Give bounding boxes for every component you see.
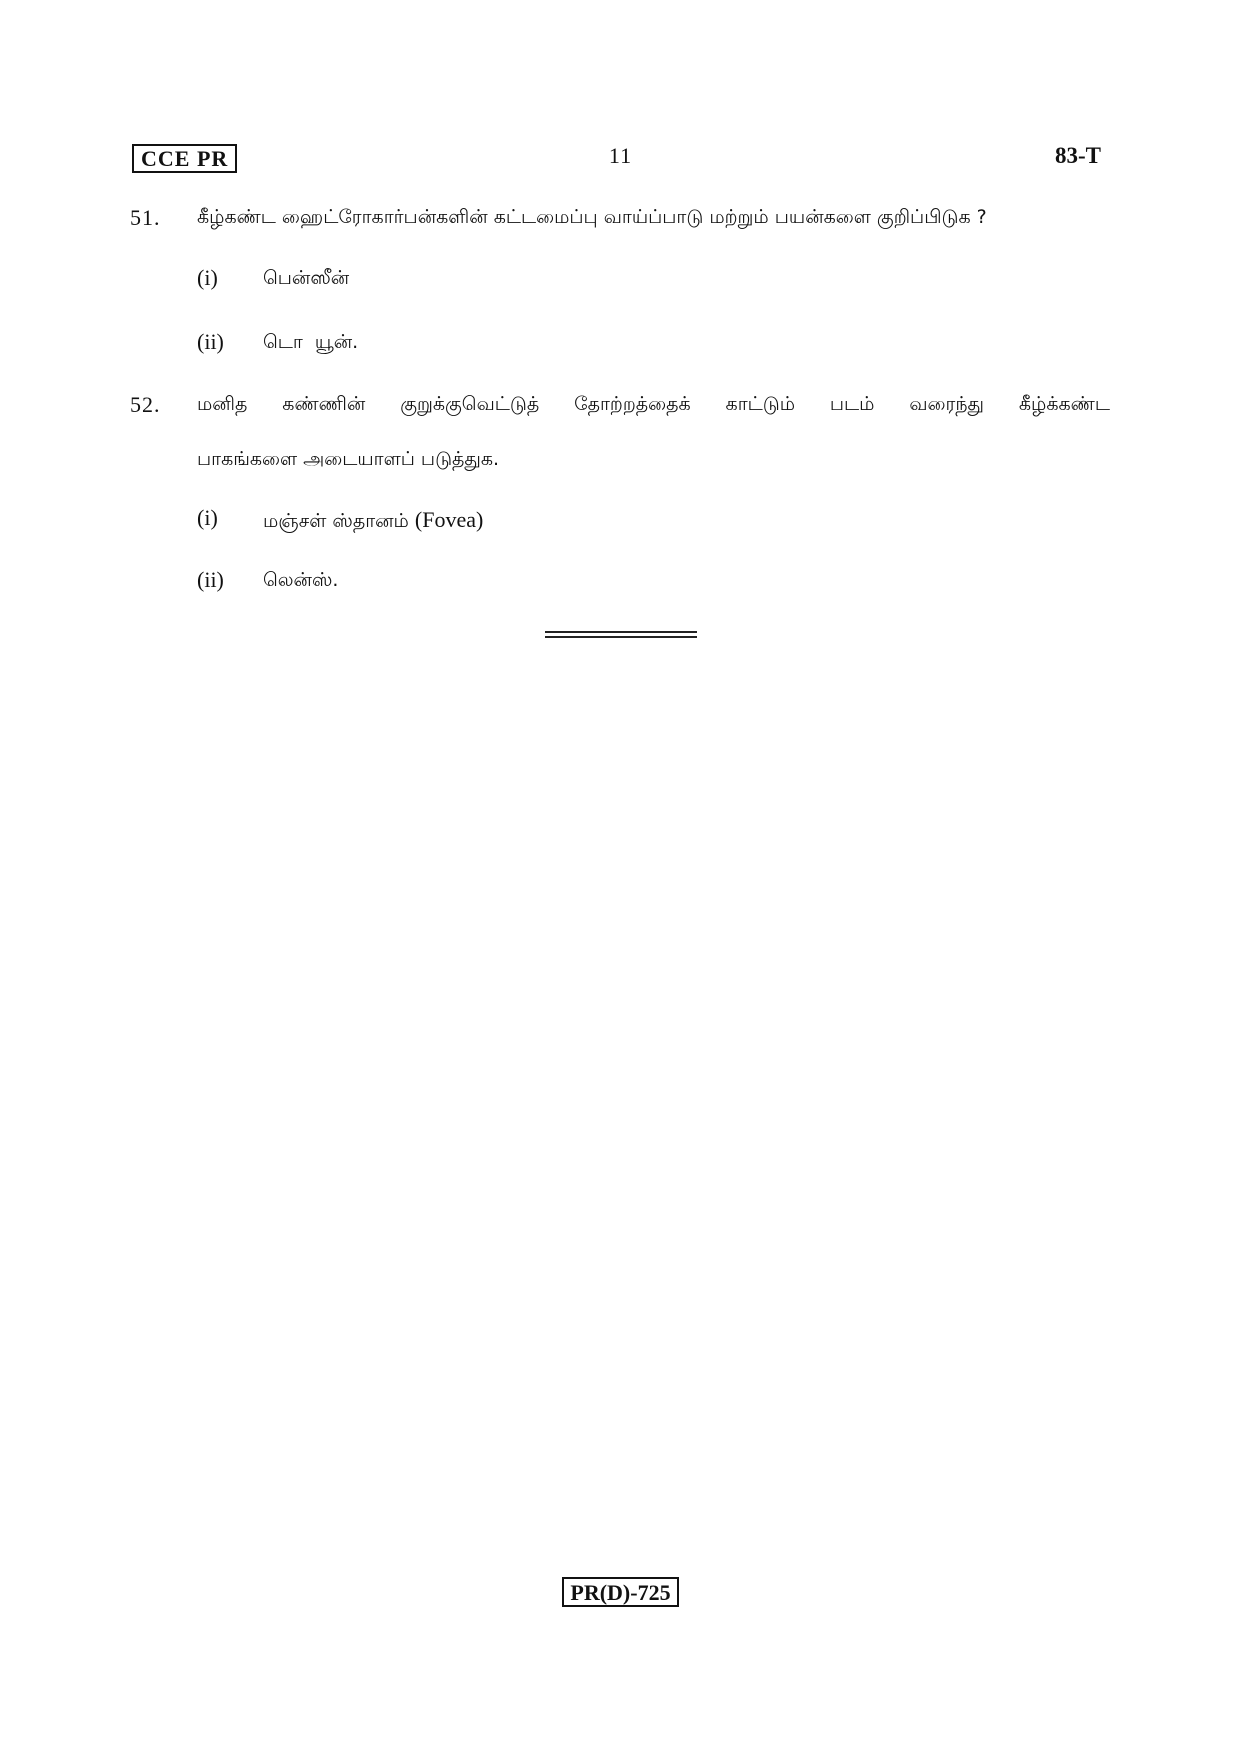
question-51-part-1-label: (i): [197, 265, 218, 290]
exam-code-box: CCE PR: [132, 144, 237, 173]
question-52-word: கீழ்க்கண்ட: [1018, 393, 1110, 415]
question-52-word: தோற்றத்தைக்: [574, 393, 691, 415]
question-52-part-1-tamil: மஞ்சள் ஸ்தானம்: [263, 510, 409, 532]
footer: [0, 1577, 1241, 1607]
question-52-word: மனித: [197, 393, 248, 415]
question-52-word: காட்டும்: [725, 393, 795, 415]
question-52-word: குறுக்குவெட்டுத்: [400, 393, 540, 415]
question-52-part-1-label: (i): [197, 505, 218, 530]
question-52-text-line-2: பாகங்களை அடையாளப் படுத்துக.: [197, 448, 500, 470]
question-51-part-1-text: பென்ஸீன்: [263, 267, 350, 289]
question-51-text: கீழ்கண்ட ஹைட்ரோகார்பன்களின் கட்டமைப்பு வாய்ப்பாடு மற்றும் பயன்களை குறிப்பிடுக ?: [197, 206, 987, 228]
question-52-word: கண்ணின்: [282, 393, 366, 415]
question-52-part-2-text: லென்ஸ்.: [263, 569, 339, 591]
footer-code-box: PR(D)-725: [562, 1577, 678, 1607]
paper-code: 83-T: [1055, 143, 1101, 168]
question-52-part-2-label: (ii): [197, 567, 224, 592]
question-52-text-line-1: [197, 393, 1110, 418]
question-51-part-2-text: டொ யூன்.: [263, 331, 359, 353]
question-52-part-1-text: [263, 507, 483, 535]
question-51-number: 51.: [130, 205, 161, 230]
question-52-word: படம்: [829, 393, 875, 415]
question-52-part-1-latin: (Fovea): [414, 507, 484, 532]
end-of-section-double-rule: [545, 631, 697, 638]
page-number: 11: [608, 143, 633, 168]
question-51-part-2-label: (ii): [197, 329, 224, 354]
question-52-number: 52.: [130, 392, 161, 417]
question-52-word: வரைந்து: [909, 393, 984, 415]
